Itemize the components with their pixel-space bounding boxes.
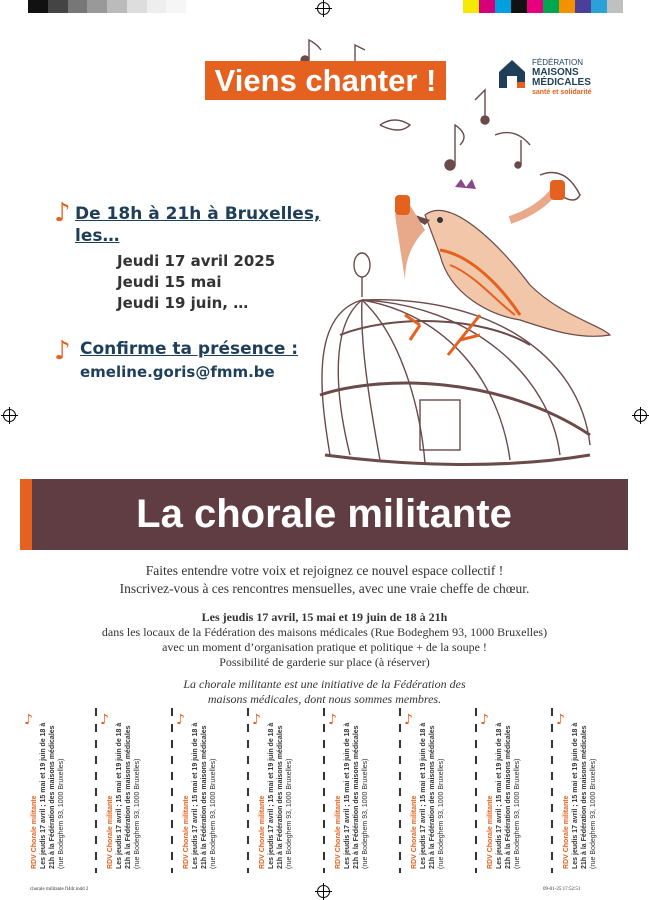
music-note-icon: ♪ — [556, 712, 565, 728]
tear-off-coupons — [22, 708, 632, 873]
coupon-address: (rue Bodeghem 93, 1000 Bruxelles) — [134, 758, 141, 869]
confirm-title: Confirme ta présence : — [80, 339, 299, 359]
coupon-title: RDV Chorale militante — [31, 795, 38, 869]
cut-line — [171, 708, 173, 873]
music-note-icon: ♪ — [328, 712, 337, 728]
initiative-line-2: maisons médicales, dont nous sommes membres. — [207, 692, 442, 706]
details-line-2: avec un moment d’organisation pratique et politique + de la soupe ! — [162, 640, 487, 654]
music-note-icon: ♪ — [404, 712, 413, 728]
date-item: Jeudi 19 juin, … — [117, 294, 249, 312]
cut-line — [475, 708, 477, 873]
coupon-title: RDV Chorale militante — [563, 795, 570, 869]
coupon-title: RDV Chorale militante — [411, 795, 418, 869]
coupon-bold-text: Les jeudis 17 avril ; 15 mai et 19 juin de 18 à 21h à la Fédération des maisons médicales — [496, 722, 512, 869]
coupon-text — [562, 709, 632, 869]
schedule-block — [56, 203, 320, 314]
cut-line — [247, 708, 249, 873]
coupon-address: (rue Bodeghem 93, 1000 Bruxelles) — [514, 758, 521, 869]
music-note-icon: ♪ — [252, 712, 261, 728]
coupon-bold-text: Les jeudis 17 avril ; 15 mai et 19 juin de 18 à 21h à la Fédération des maisons médicales — [572, 722, 588, 869]
coupon-address: (rue Bodeghem 93, 1000 Bruxelles) — [58, 758, 65, 869]
calibration-strip-left — [28, 0, 186, 13]
coupon-text — [30, 709, 100, 869]
coupon-address: (rue Bodeghem 93, 1000 Bruxelles) — [438, 758, 445, 869]
music-note-icon: ♪ — [54, 336, 71, 366]
coupon-text — [258, 709, 328, 869]
coupon[interactable] — [174, 708, 250, 873]
coupon-text — [334, 709, 404, 869]
logo-tagline: santé et solidarité — [532, 89, 592, 96]
date-item: Jeudi 15 mai — [117, 273, 222, 291]
music-note-icon: ♪ — [176, 712, 185, 728]
registration-mark-bottom — [317, 885, 330, 898]
federation-logo — [497, 58, 617, 98]
banner-title: La chorale militante — [136, 492, 512, 536]
cut-line — [399, 708, 401, 873]
house-logo-icon — [497, 58, 527, 90]
music-note-icon: ♪ — [24, 712, 33, 728]
details-headline: Les jeudis 17 avril, 15 mai et 19 juin de 18 à 21h — [201, 610, 448, 624]
coupon[interactable] — [402, 708, 478, 873]
coupon-text — [106, 709, 176, 869]
details-text — [0, 610, 649, 670]
coupon-bold-text: Les jeudis 17 avril ; 15 mai et 19 juin de 18 à 21h à la Fédération des maisons médicales — [40, 722, 56, 869]
coupon-bold-text: Les jeudis 17 avril ; 15 mai et 19 juin de 18 à 21h à la Fédération des maisons médicales — [268, 722, 284, 869]
schedule-title-line-1: De 18h à 21h à Bruxelles, — [75, 204, 321, 224]
date-item: Jeudi 17 avril 2025 — [117, 252, 276, 270]
logo-line-1: FÉDÉRATION — [532, 58, 583, 67]
coupon-bold-text: Les jeudis 17 avril ; 15 mai et 19 juin de 18 à 21h à la Fédération des maisons médicales — [116, 722, 132, 869]
coupon[interactable] — [98, 708, 174, 873]
details-line-1: dans les locaux de la Fédération des maisons médicales (Rue Bodeghem 93, 1000 Bruxelles) — [101, 625, 548, 639]
cut-line — [95, 708, 97, 873]
cut-line — [551, 708, 553, 873]
footer-file-name: chorale militante fl4dr.indd 2 — [30, 887, 89, 892]
coupon[interactable] — [478, 708, 554, 873]
schedule-title-line-2: les… — [75, 226, 120, 246]
coupon-address: (rue Bodeghem 93, 1000 Bruxelles) — [210, 758, 217, 869]
initiative-text — [0, 677, 649, 707]
initiative-line-1: La chorale militante est une initiative de la Fédération des — [183, 677, 466, 691]
coupon-title: RDV Chorale militante — [183, 795, 190, 869]
coupon-bold-text: Les jeudis 17 avril ; 15 mai et 19 juin de 18 à 21h à la Fédération des maisons médicales — [344, 722, 360, 869]
viens-chanter-button: Viens chanter ! — [205, 61, 446, 100]
coupon-title: RDV Chorale militante — [259, 795, 266, 869]
registration-mark-left — [3, 409, 16, 422]
intro-line-1: Faites entendre votre voix et rejoignez ce nouvel espace collectif ! — [145, 563, 504, 578]
confirm-block — [56, 339, 298, 381]
footer-timestamp: 09-01-25 17:52:51 — [543, 887, 581, 892]
logo-line-3: MÉDICALES — [532, 77, 591, 88]
coupon-text — [486, 709, 556, 869]
music-note-icon: ♪ — [480, 712, 489, 728]
intro-text — [0, 562, 649, 598]
coupon-title: RDV Chorale militante — [107, 795, 114, 869]
coupon-address: (rue Bodeghem 93, 1000 Bruxelles) — [362, 758, 369, 869]
confirm-email-link[interactable]: emeline.goris@fmm.be — [80, 363, 275, 381]
coupon-text — [182, 709, 252, 869]
coupon-title: RDV Chorale militante — [487, 795, 494, 869]
coupon[interactable] — [22, 708, 98, 873]
registration-mark-top — [317, 2, 330, 15]
intro-line-2: Inscrivez-vous à ces rencontres mensuelles, avec une vraie cheffe de chœur. — [119, 581, 530, 596]
calibration-strip-right — [463, 0, 623, 13]
music-note-icon: ♪ — [100, 712, 109, 728]
cut-line — [323, 708, 325, 873]
coupon[interactable] — [326, 708, 402, 873]
music-note-icon: ♪ — [54, 198, 71, 228]
coupon[interactable] — [250, 708, 326, 873]
details-line-3: Possibilité de garderie sur place (à réserver) — [219, 655, 430, 669]
coupon[interactable] — [554, 708, 630, 873]
coupon-bold-text: Les jeudis 17 avril ; 15 mai et 19 juin de 18 à 21h à la Fédération des maisons médicales — [192, 722, 208, 869]
registration-mark-right — [634, 409, 647, 422]
coupon-bold-text: Les jeudis 17 avril ; 15 mai et 19 juin de 18 à 21h à la Fédération des maisons médicales — [420, 722, 436, 869]
coupon-address: (rue Bodeghem 93, 1000 Bruxelles) — [590, 758, 597, 869]
coupon-title: RDV Chorale militante — [335, 795, 342, 869]
coupon-text — [410, 709, 480, 869]
logo-line-2: MAISONS — [532, 67, 579, 78]
coupon-address: (rue Bodeghem 93, 1000 Bruxelles) — [286, 758, 293, 869]
